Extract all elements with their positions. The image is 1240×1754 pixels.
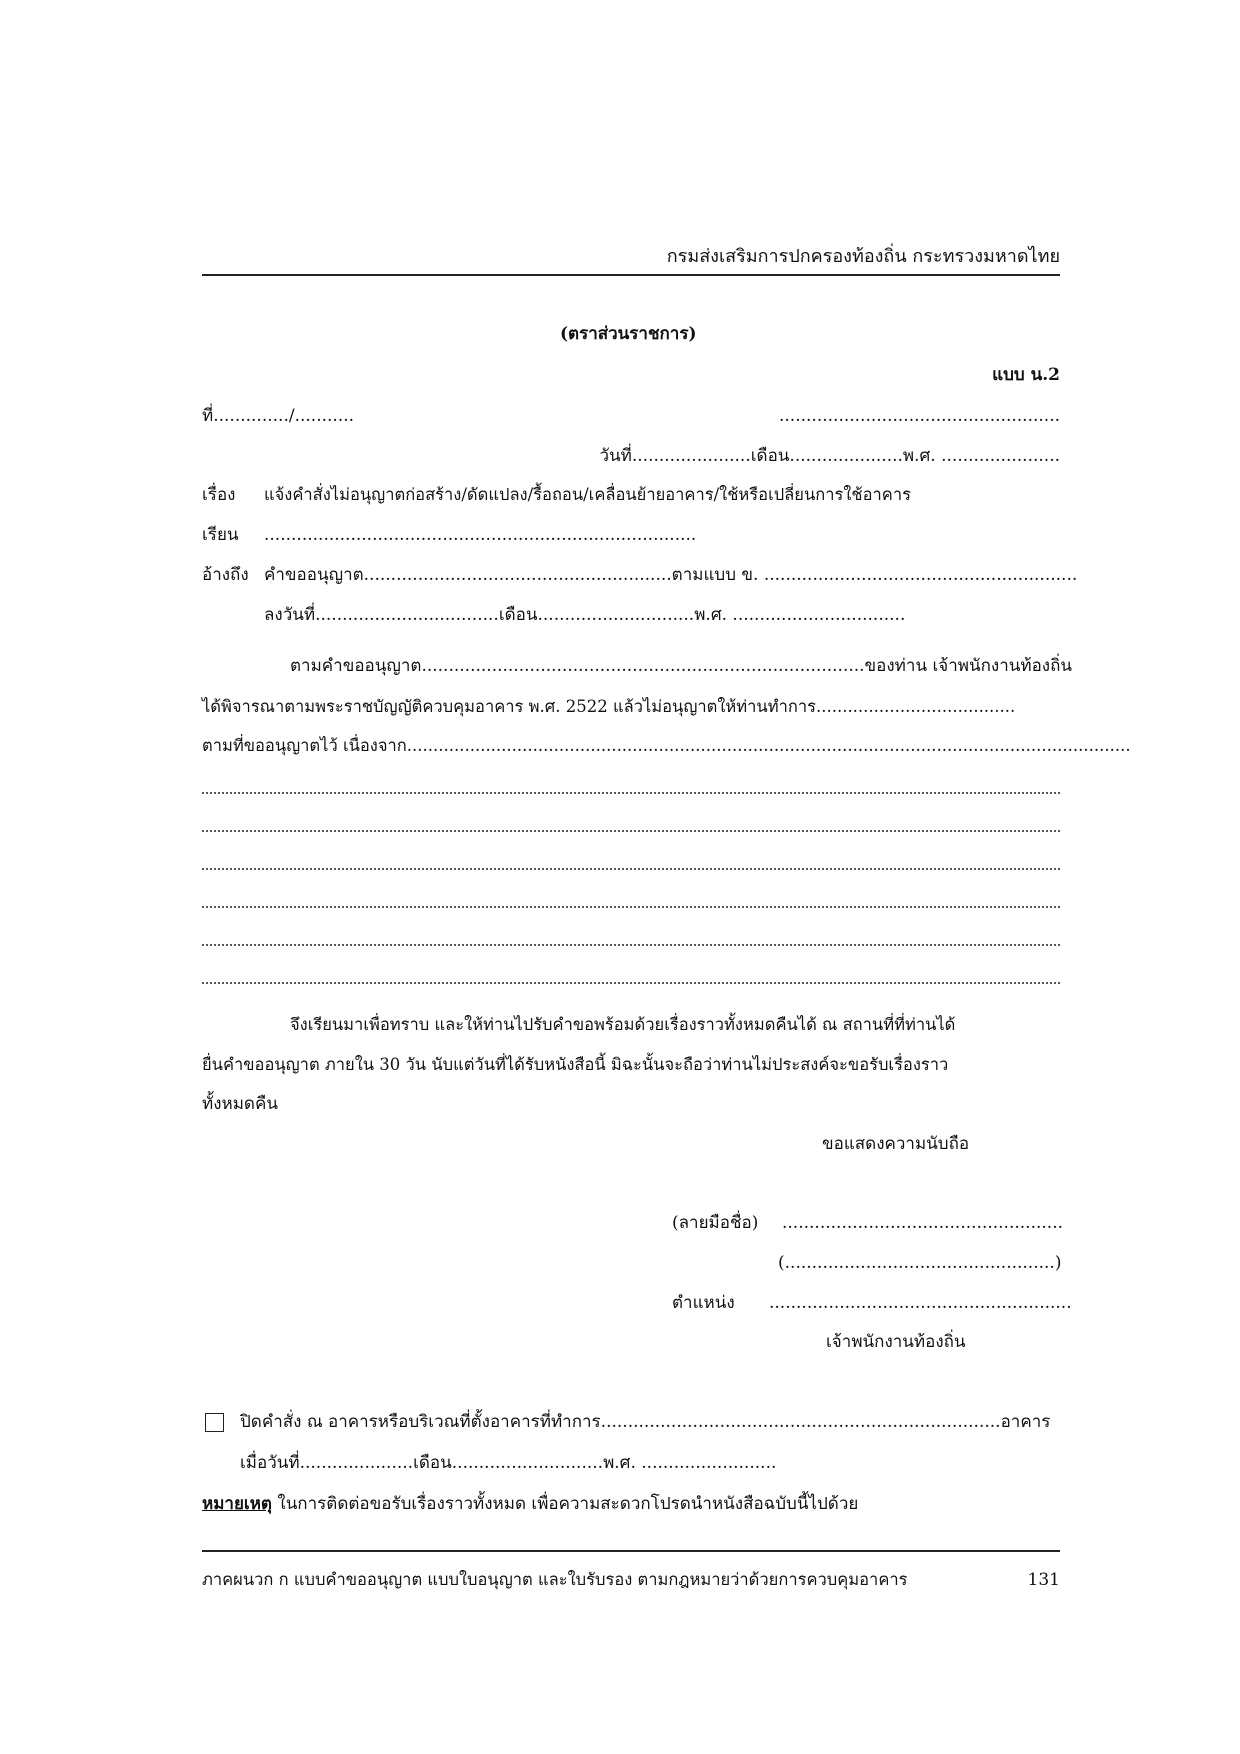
position-dots: ........................................................: [769, 1293, 1072, 1313]
header-rule: [202, 274, 1060, 276]
blank-line: [202, 792, 1060, 794]
date-line: วันที่......................เดือน.....................พ.ศ. ......................: [599, 446, 1060, 466]
note-line: [202, 1496, 858, 1513]
blank-line: [202, 906, 1060, 908]
reference-label: อ้างถึง: [202, 565, 249, 585]
note-text: ในการติดต่อขอรับเรื่องราวทั้งหมด เพื่อความสะดวกโปรดนำหนังสือฉบับนี้ไปด้วย: [271, 1494, 859, 1514]
ref-address-dots: ....................................................: [779, 406, 1060, 426]
blank-line: [202, 868, 1060, 870]
body-p2-line-3: ทั้งหมดคืน: [202, 1094, 278, 1114]
posting-line-2: เมื่อวันที่.....................เดือน............................พ.ศ. .........................: [240, 1453, 777, 1473]
signer-title: เจ้าพนักงานท้องถิ่น: [826, 1332, 966, 1352]
to-label: เรียน: [202, 525, 239, 545]
body-p1-line-3: ตามที่ขออนุญาตไว้ เนื่องจาก..........................................................................................................................................: [202, 736, 1131, 755]
signature-label: (ลายมือชื่อ): [672, 1213, 759, 1233]
body-p1-line-1: ตามคำขออนุญาต..................................................................................ของท่าน เจ้าพนักงานท้องถิ่น: [290, 656, 1072, 676]
reference-line-1: คำขออนุญาต.........................................................ตามแบบ ข. ..........................................................: [264, 565, 1078, 585]
body-p2-line-1: จึงเรียนมาเพื่อทราบ และให้ท่านไปรับคำขอพร้อมด้วยเรื่องราวทั้งหมดคืนได้ ณ สถานที่ที่ท่านได้: [290, 1015, 956, 1034]
signer-name-line: (..................................................): [778, 1253, 1062, 1273]
page-number: 131: [1027, 1570, 1060, 1590]
subject-label: เรื่อง: [202, 485, 236, 505]
reference-line-2: ลงวันที่..................................เดือน.............................พ.ศ. ................................: [264, 605, 906, 625]
blank-line: [202, 830, 1060, 832]
footer-rule: [202, 1550, 1060, 1552]
signature-dots: ....................................................: [782, 1213, 1063, 1233]
position-label: ตำแหน่ง: [672, 1293, 735, 1313]
form-code: แบบ น.2: [992, 365, 1060, 385]
to-dots: ................................................................................: [264, 525, 697, 545]
footer-text: ภาคผนวก ก แบบคำขออนุญาต แบบใบอนุญาต และใบรับรอง ตามกฎหมายว่าด้วยการควบคุมอาคาร: [202, 1570, 908, 1589]
ref-number: ที่............../...........: [202, 406, 355, 426]
posting-line-1: ปิดคำสั่ง ณ อาคารหรือบริเวณที่ตั้งอาคารที่ทำการ..........................................................................อาคาร: [240, 1412, 1051, 1432]
body-p1-line-2: ได้พิจารณาตามพระราชบัญญัติควบคุมอาคาร พ.ศ. 2522 แล้วไม่อนุญาตให้ท่านทำการ......................................: [202, 697, 1016, 716]
note-label: หมายเหตุ: [202, 1494, 272, 1514]
subject-text: แจ้งคำสั่งไม่อนุญาตก่อสร้าง/ดัดแปลง/รื้อถอน/เคลื่อนย้ายอาคาร/ใช้หรือเปลี่ยนการใช้อาคาร: [264, 485, 911, 504]
blank-line: [202, 944, 1060, 946]
header-org: กรมส่งเสริมการปกครองท้องถิ่น กระทรวงมหาดไทย: [666, 246, 1060, 267]
posting-checkbox[interactable]: [205, 1413, 224, 1432]
closing-phrase: ขอแสดงความนับถือ: [822, 1134, 970, 1154]
blank-line: [202, 982, 1060, 984]
body-p2-line-2: ยื่นคำขออนุญาต ภายใน 30 วัน นับแต่วันที่ได้รับหนังสือนี้ มิฉะนั้นจะถือว่าท่านไม่ประสงค์จะขอรับเรื่องราว: [202, 1055, 949, 1074]
seal-placeholder: (ตราส่วนราชการ): [560, 324, 697, 344]
